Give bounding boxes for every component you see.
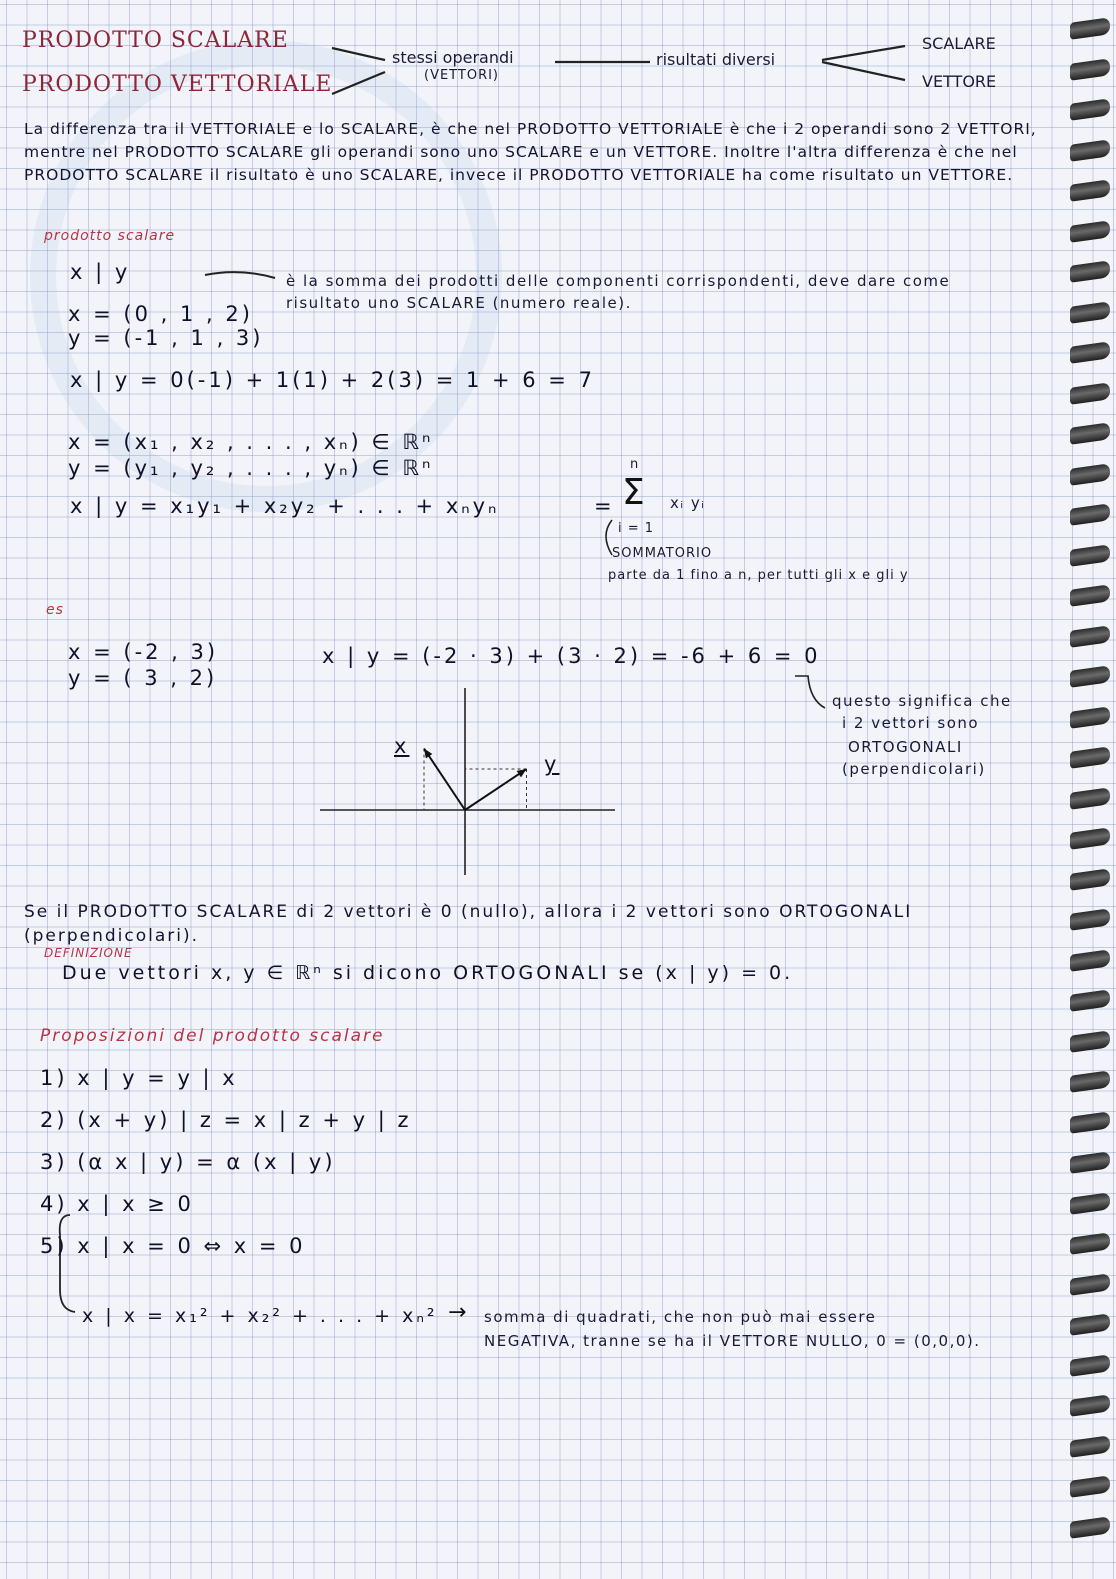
property-item: 3) (α x | y) = α (x | y) [40,1150,336,1174]
example2-calculation: x | y = (-2 · 3) + (3 · 2) = -6 + 6 = 0 [322,644,821,668]
brace-line [60,1215,75,1312]
property-item: 4) x | x ≥ 0 [40,1192,194,1216]
example2-vector-y: y = ( 3 , 2) [68,666,218,690]
section-heading-scalar: prodotto scalare [44,228,176,244]
property-expansion: x | x = x₁² + x₂² + . . . + xₙ² [82,1305,438,1327]
connector-line [332,72,385,94]
example-vector-y: y = (-1 , 1 , 3) [68,326,264,350]
intro-paragraph: La differenza tra il VETTORIALE e lo SCALARE, è che nel PRODOTTO VETTORIALE è che i 2 operandi sono 2 VETTORI, mentre nel PRODOTTO SCALARE gli operandi sono uno SCALARE e un VETTORE. Inoltre l'altra differenza è che nel PRODOTTO SCALARE il risultato è uno SCALARE, invece il PRODOTTO VETTORIALE ha come risultato un VETTORE. [24,120,1037,184]
example-vector-x: x = (0 , 1 , 2) [68,302,253,326]
sigma-symbol: Σ [622,472,645,513]
title-vector: PRODOTTO VETTORIALE [22,72,333,97]
definition-text: Due vettori x, y ∈ ℝⁿ si dicono ORTOGONALI se (x | y) = 0. [62,962,794,984]
different-results-label: risultati diversi [656,50,776,69]
property-note-2: NEGATIVA, tranne se ha il VETTORE NULLO, 0 = (0,0,0). [484,1332,981,1350]
sum-name: SOMMATORIO [612,546,713,561]
arrow-icon: → [448,1300,467,1325]
property-item: 2) (x + y) | z = x | z + y | z [40,1108,412,1132]
sum-note: parte da 1 fino a n, per tutti gli x e gli y [608,568,909,583]
orthogonal-note-2: i 2 vettori sono [842,714,980,732]
sum-upper-limit: n [630,457,640,472]
connector-line [332,48,385,60]
properties-heading: Proposizioni del prodotto scalare [40,1026,385,1046]
result-vector-label: VETTORE [922,72,997,91]
connector-line [822,62,905,80]
same-operands-label: stessi operandi [392,48,514,67]
vector-graph [320,688,615,875]
same-operands-note: (VETTORI) [424,68,500,83]
definition-heading: DEFINIZIONE [44,946,133,960]
sum-term: xᵢ yᵢ [670,494,706,512]
example-calculation: x | y = 0(-1) + 1(1) + 2(3) = 1 + 6 = 7 [70,368,595,392]
arrowhead-y [517,769,527,777]
orthogonal-note-1: questo significa che [832,692,1012,710]
general-calculation: x | y = x₁y₁ + x₂y₂ + . . . + xₙyₙ [70,494,500,518]
example-heading: es [46,602,64,618]
general-vector-y: y = (y₁ , y₂ , . . . , yₙ) ∈ ℝⁿ [68,456,434,480]
sum-equals: = [594,494,615,518]
orthogonal-note-3: ORTOGONALI [848,738,963,756]
connector-line [822,46,905,60]
notation: x | y [70,260,131,284]
general-vector-x: x = (x₁ , x₂ , . . . , xₙ) ∈ ℝⁿ [68,430,434,454]
graph-label-x: x [394,734,410,758]
property-note-1: somma di quadrati, che non può mai essere [484,1308,877,1326]
scalar-definition: è la somma dei prodotti delle componenti corrispondenti, deve dare come risultato uno SCALARE (numero reale). [286,272,951,312]
title-scalar: PRODOTTO SCALARE [22,28,289,53]
graph-label-y: y [544,752,560,776]
dash-line [205,272,275,278]
property-item: 5) x | x = 0 ⇔ x = 0 [40,1234,306,1258]
example2-vector-x: x = (-2 , 3) [68,640,219,664]
orthogonal-statement: Se il PRODOTTO SCALARE di 2 vettori è 0 (nullo), allora i 2 vettori sono ORTOGONALI (perpendicolari). [24,902,913,946]
result-scalar-label: SCALARE [922,34,996,53]
property-item: 1) x | y = y | x [40,1066,238,1090]
vector-x-line [424,749,465,811]
bracket-line [795,676,825,708]
orthogonal-note-4: (perpendicolari) [842,760,986,778]
vector-y-line [465,769,527,810]
sum-lower-limit: i = 1 [618,521,655,536]
arrowhead-x [424,749,432,759]
